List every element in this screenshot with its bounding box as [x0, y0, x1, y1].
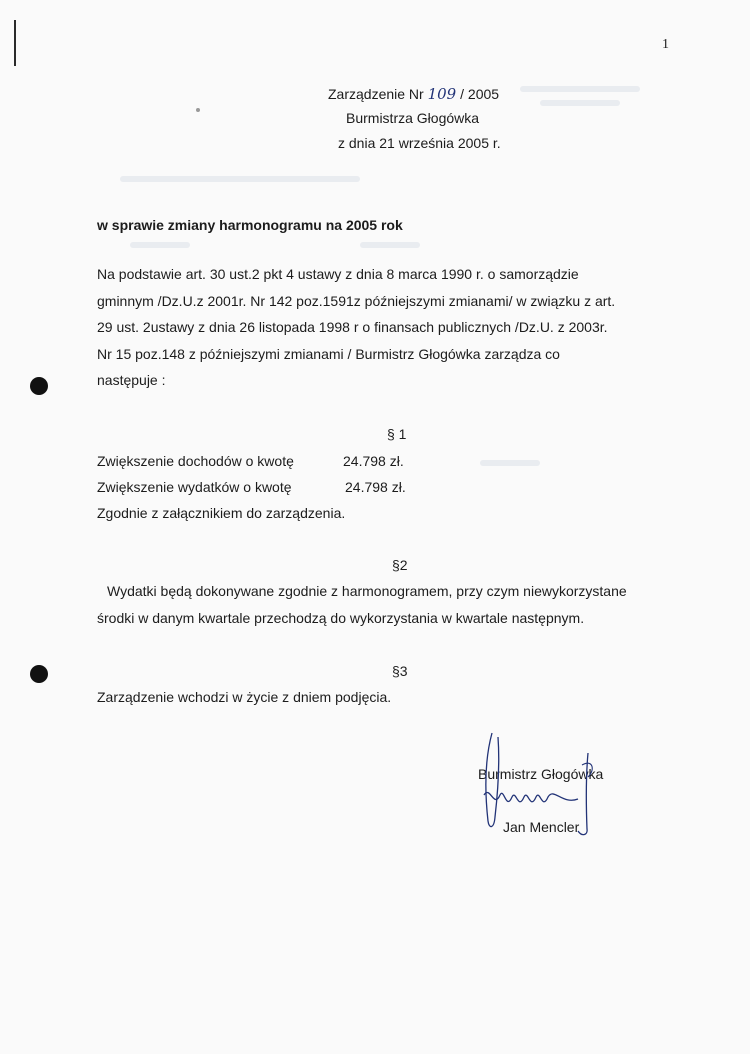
- punch-hole: [30, 377, 48, 395]
- date-line: z dnia 21 września 2005 r.: [338, 135, 501, 151]
- section-1-row-amount: 24.798 zł.: [345, 479, 406, 495]
- section-1-row-amount: 24.798 zł.: [343, 453, 404, 469]
- page-number: 1: [662, 37, 669, 52]
- signature-name: Jan Mencler: [503, 819, 580, 835]
- ordinance-prefix: Zarządzenie Nr: [328, 86, 424, 102]
- section-2-heading: §2: [392, 557, 408, 573]
- section-3-text: Zarządzenie wchodzi w życie z dniem podjęcia.: [97, 689, 392, 705]
- ordinance-number: 109: [427, 85, 457, 103]
- section-3-heading: §3: [392, 663, 408, 679]
- handwritten-signature: [470, 725, 600, 845]
- margin-mark: [14, 20, 16, 66]
- section-1-note: Zgodnie z załącznikiem do zarządzenia.: [97, 505, 346, 521]
- section-1-row-label: Zwiększenie wydatków o kwotę: [97, 479, 292, 495]
- bleed-through-mark: [520, 86, 640, 92]
- section-1-row-label: Zwiększenie dochodów o kwotę: [97, 453, 294, 469]
- bleed-through-mark: [360, 242, 420, 248]
- bleed-through-mark: [120, 176, 360, 182]
- issuer-line: Burmistrza Głogówka: [346, 110, 480, 126]
- preamble-line: następuje :: [97, 372, 166, 388]
- punch-hole: [30, 665, 48, 683]
- paper-speck: [196, 108, 200, 112]
- preamble-line: Nr 15 poz.148 z późniejszymi zmianami / Burmistrz Głogówka zarządza co: [97, 346, 560, 362]
- bleed-through-mark: [480, 460, 540, 466]
- bleed-through-mark: [130, 242, 190, 248]
- preamble-line: gminnym /Dz.U.z 2001r. Nr 142 poz.1591z późniejszymi zmianami/ w związku z art.: [97, 293, 616, 309]
- signature-title: Burmistrz Głogówka: [478, 766, 604, 782]
- preamble-line: 29 ust. 2ustawy z dnia 26 listopada 1998 r o finansach publicznych /Dz.U. z 2003r.: [97, 319, 608, 335]
- ordinance-suffix: / 2005: [460, 86, 500, 102]
- bleed-through-mark: [540, 100, 620, 106]
- section-2-line: środki w danym kwartale przechodzą do wykorzystania w kwartale następnym.: [97, 610, 585, 626]
- section-1-heading: § 1: [387, 426, 407, 442]
- ordinance-title: [328, 85, 499, 103]
- section-2-line: Wydatki będą dokonywane zgodnie z harmonogramem, przy czym niewykorzystane: [107, 583, 627, 599]
- subject-line: w sprawie zmiany harmonogramu na 2005 rok: [97, 217, 403, 233]
- preamble-line: Na podstawie art. 30 ust.2 pkt 4 ustawy z dnia 8 marca 1990 r. o samorządzie: [97, 266, 579, 282]
